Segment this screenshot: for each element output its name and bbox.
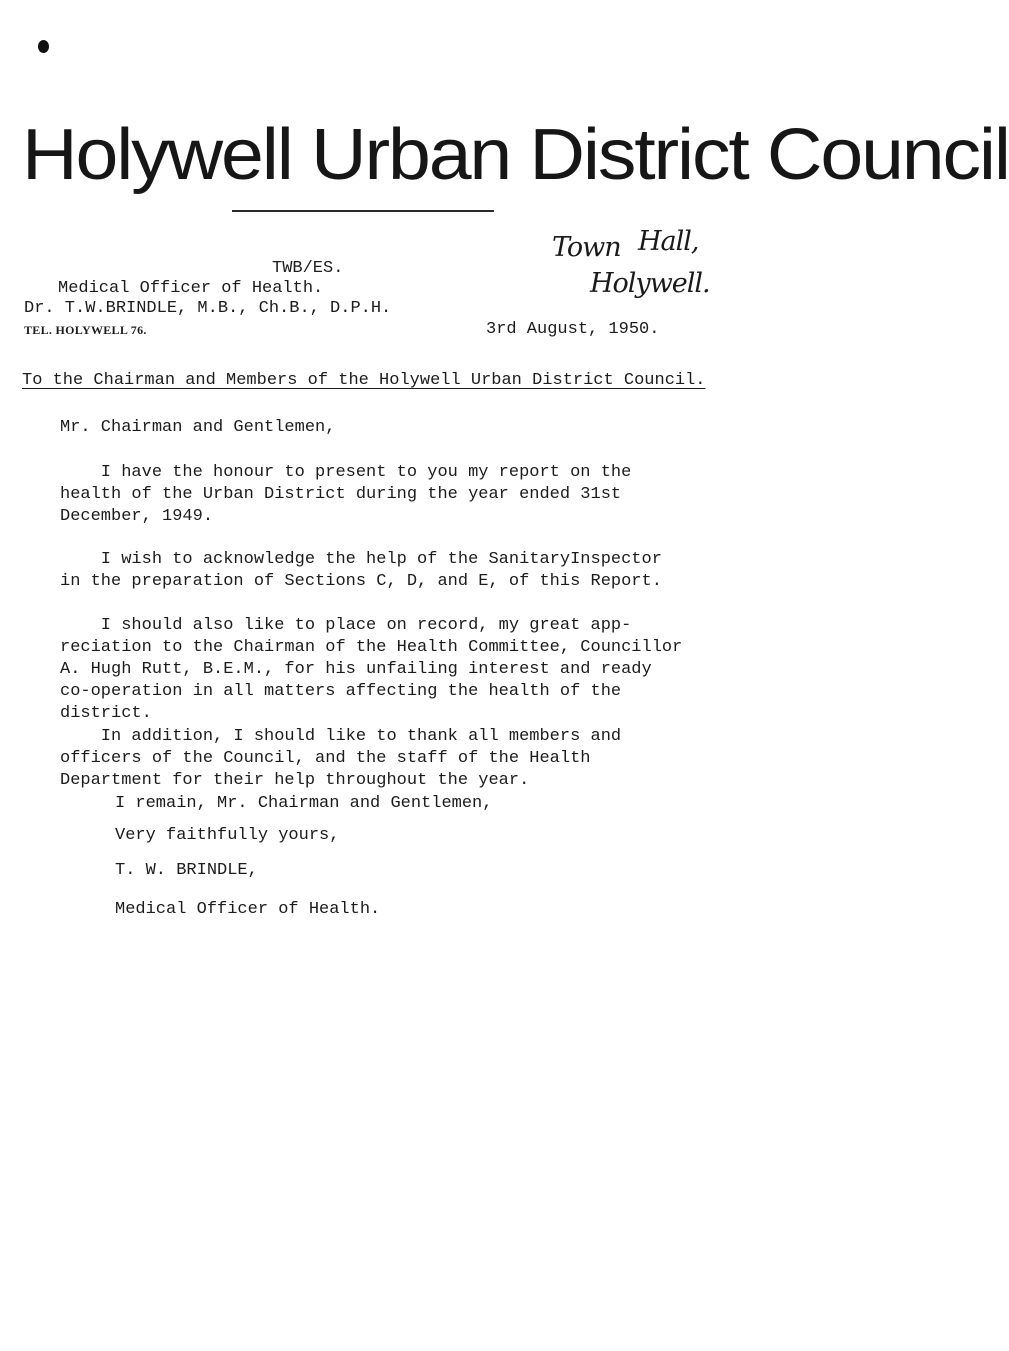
bullet-mark — [38, 40, 49, 53]
signature-title: Medical Officer of Health. — [115, 900, 381, 919]
address-hall: Hall, — [638, 226, 699, 257]
paragraph-thanks: In addition, I should like to thank all members and officers of the Council, and the staff of the Health Department for their help throughout the year. — [60, 727, 622, 790]
addressee-line: To the Chairman and Members of the Holywell Urban District Council. — [22, 371, 706, 390]
address-holywell: Holywell. — [590, 268, 710, 299]
paragraph-acknowledgement: I wish to acknowledge the help of the SanitaryInspector in the preparation of Sections C, D, and E, of this Report. — [60, 550, 662, 591]
salutation: Mr. Chairman and Gentlemen, — [60, 418, 336, 437]
valediction: Very faithfully yours, — [115, 826, 340, 845]
address-town: Town — [552, 232, 621, 263]
closing-line: I remain, Mr. Chairman and Gentlemen, — [115, 794, 493, 813]
reference-code: TWB/ES. — [272, 259, 344, 278]
heading-underline — [232, 210, 494, 212]
letter-date: 3rd August, 1950. — [486, 320, 660, 339]
officer-title: Medical Officer of Health. — [58, 279, 324, 298]
paragraph-appreciation: I should also like to place on record, my great app- reciation to the Chairman of the Health Committee, Councillor A. Hugh Rutt, B.E.M., for his unfailing interest and ready co-operation in all matters affecting the health of the district. — [60, 616, 683, 723]
doctor-name: Dr. T.W.BRINDLE, M.B., Ch.B., D.P.H. — [24, 299, 392, 318]
paragraph-report: I have the honour to present to you my report on the health of the Urban District during the year ended 31st December, 1949. — [60, 463, 632, 526]
council-heading: Holywell Urban District Council — [22, 115, 1009, 195]
signature-name: T. W. BRINDLE, — [115, 861, 258, 880]
telephone-number: TEL. HOLYWELL 76. — [24, 323, 147, 337]
